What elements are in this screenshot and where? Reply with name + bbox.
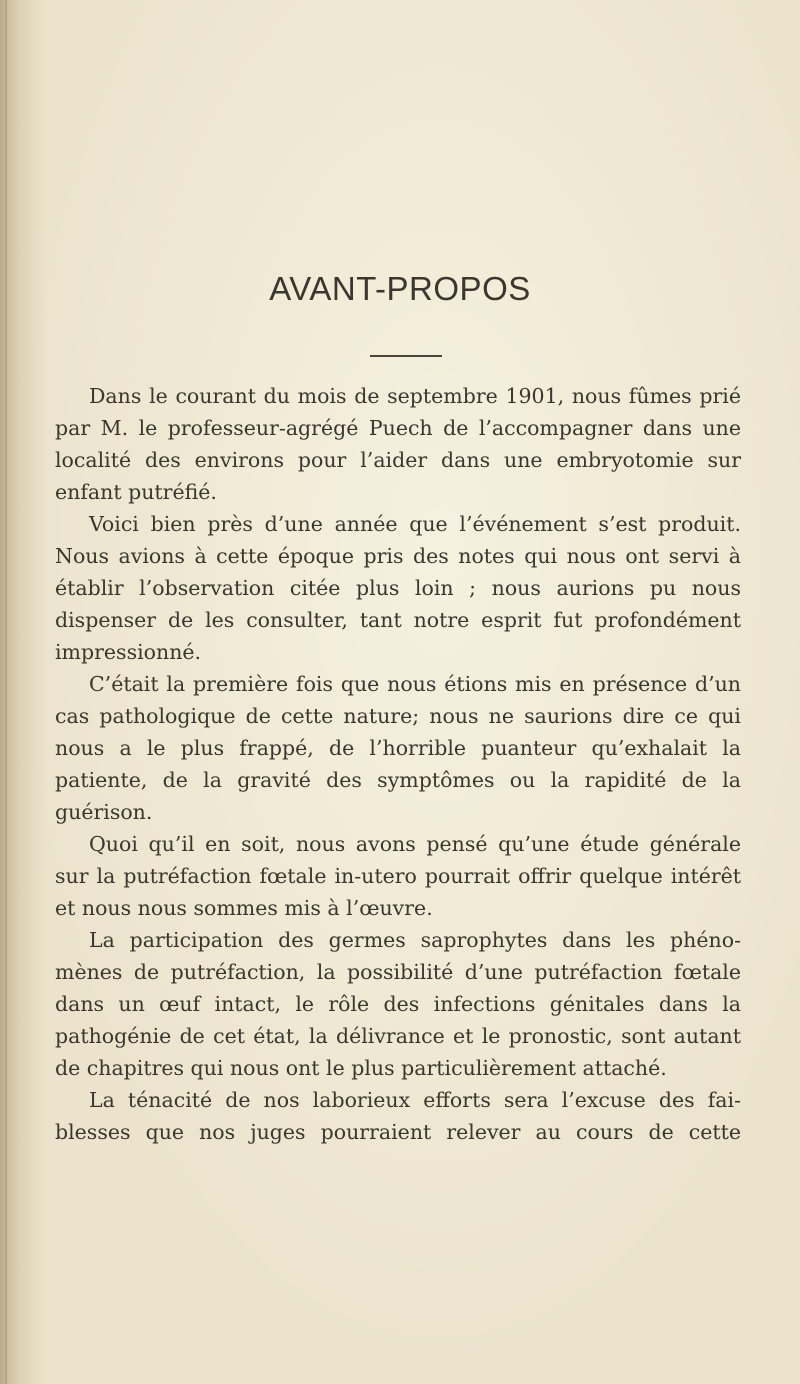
paragraph: Voici bien près d’une année que l’événement s’est produit. Nous avions à cette époque pris des notes qui nous ont servi à établir l’observation citée plus loin ; nous aurions pu nous dispenser de les consulter, tant notre esprit fut profondément impressionné. <box>55 512 741 664</box>
title-divider <box>370 355 442 357</box>
paragraph: La participation des germes saprophytes dans les phénomènes de putréfaction, la possibilité d’une putréfaction fœtale dans un œuf intact, le rôle des infections génitales dans la pathogénie de cet état, la délivrance et le pronostic, sont autant de chapitres qui nous ont le plus particulièrement attaché. <box>55 928 741 1080</box>
paragraph: C’était la première fois que nous étions mis en présence d’un cas pathologique de cette nature; nous ne saurions dire ce qui nous a le plus frappé, de l’horrible puanteur qu’exhalait la patiente, de la gravité des symptômes ou la rapidité de la guérison. <box>55 672 741 824</box>
paragraph: La ténacité de nos laborieux efforts sera l’excuse des faiblesses que nos juges pourraient relever au cours de cette <box>55 1088 741 1144</box>
paragraph: Quoi qu’il en soit, nous avons pensé qu’une étude générale sur la putréfaction fœtale in-utero pourrait offrir quelque intérêt et nous nous sommes mis à l’œuvre. <box>55 832 741 920</box>
page-title: AVANT-PROPOS <box>269 270 531 307</box>
binding-edge <box>5 0 7 1384</box>
paragraph: Dans le courant du mois de septembre 1901, nous fûmes prié par M. le professeur-agrégé Puech de l’accompagner dans une localité des environs pour l’aider dans une embryotomie sur enfant putréfié. <box>55 384 741 504</box>
body-text <box>55 380 741 1148</box>
binding-shadow <box>0 0 48 1384</box>
